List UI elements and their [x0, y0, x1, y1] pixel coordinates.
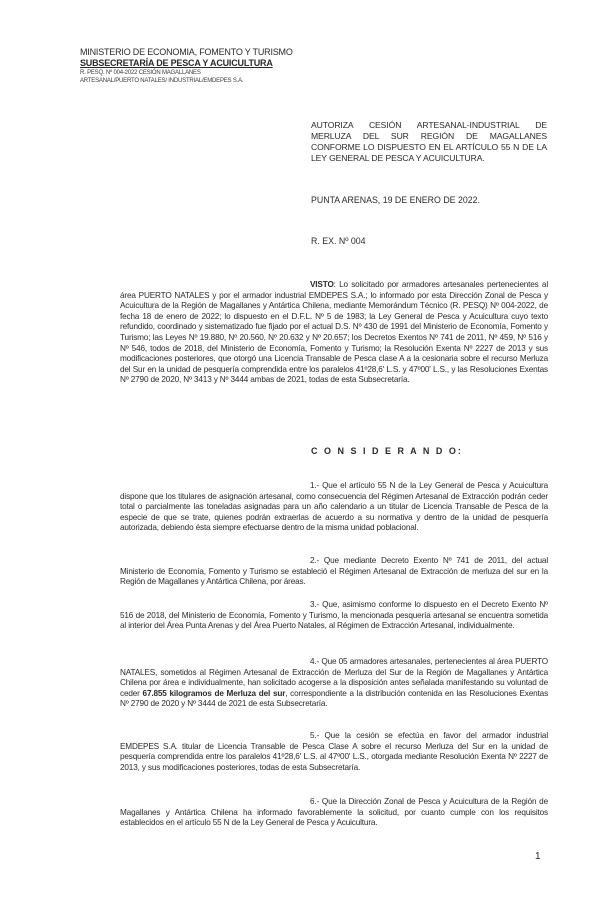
considerando-1	[120, 481, 548, 534]
considerando-6	[120, 797, 548, 829]
place-date: PUNTA ARENAS, 19 DE ENERO DE 2022.	[311, 195, 480, 205]
visto-paragraph	[120, 280, 548, 386]
considerando-1-text: 1.- Que el artículo 55 N de la Ley General de Pesca y Acuicultura dispone que los titulares de asignación artesanal, como consecuencia del Régimen Artesanal de Extracción podrán ceder total o parcialmente las toneladas asignadas para un año calendario a un titular de Licencia Transable de Pesca de la especie de que se trate, quienes podrán extraerlas de acuerdo a su normativa y dentro de la unidad de pesquería autorizada, debiendo ésta siempre efectuarse dentro de la misma unidad poblacional.	[120, 481, 548, 533]
considerando-5	[120, 731, 548, 773]
page-number: 1	[535, 851, 541, 862]
considerando-3-text: 3.- Que, asimismo conforme lo dispuesto en el Decreto Exento Nº 516 de 2018, del Ministerio de Economía, Fomento y Turismo, la mencionada pesquería artesanal se encuentra sometida al interior del Área Punta Arenas y del Área Puerto Natales, al Régimen de Extracción Artesanal, individualmente.	[120, 600, 548, 631]
considerando-heading: C O N S I D E R A N D O:	[311, 446, 463, 456]
considerando-6-text: 6.- Que la Dirección Zonal de Pesca y Acuicultura de la Región de Magallanes y Antártica Chilena ha informado favorablemente la solicitud, por cuanto cumple con los requisitos establecidos en el artículo 55 N de la Ley General de Pesca y Acuicultura.	[120, 797, 548, 828]
considerando-2-text: 2.- Que mediante Decreto Exento Nº 741 de 2011, del actual Ministerio de Economía, Fomento y Turismo se estableció el Régimen Artesanal de Extracción de merluza del sur en la Región de Magallanes y Antártica Chilena, por áreas.	[120, 556, 548, 587]
considerando-3	[120, 600, 548, 632]
considerando-4-quantity: 67.855 kilogramos de Merluza del sur	[142, 688, 286, 698]
subsecretaria-name: SUBSECRETARÍA DE PESCA Y ACUICULTURA	[80, 58, 273, 68]
considerando-4	[120, 657, 548, 710]
reference-line-2: ARTESANAL/PUERTO NATALES/ INDUSTRIAL/EMDEPES S.A.	[80, 78, 244, 84]
visto-label: VISTO	[310, 280, 334, 289]
ministry-name: MINISTERIO DE ECONOMIA, FOMENTO Y TURISMO	[80, 47, 293, 57]
visto-text: : Lo solicitado por armadores artesanales pertenecientes al área PUERTO NATALES y por el armador industrial EMDEPES S.A.; lo informado por esta Dirección Zonal de Pesca y Acuicultura de la Región de Magallanes y Antártica Chilena, mediante Memorándum Técnico (R. PESQ) Nº 004-2022, de fecha 18 de enero de 2022; lo dispuesto en el D.F.L. Nº 5 de 1983; la Ley General de Pesca y Acuicultura cuyo texto refundido, coordinado y sistematizado fue fijado por el actual D.S. Nº 430 de 1991 del Ministerio de Economía, Fomento y Turismo; las Leyes Nº 19.880, Nº 20.560, Nº 20.632 y Nº 20.657; los Decretos Exentos Nº 741 de 2011, Nº 459, Nº 516 y Nº 546, todos de 2018, del Ministerio de Economía, Fomento y Turismo; la Resolución Exenta Nº 2227 de 2013 y sus modificaciones posteriores, que otorgó una Licencia Transable de Pesca clase A a la cesionaria sobre el recurso Merluza del Sur en la unidad de pesquería comprendida entre los paralelos 41º28,6' L.S. y 47º00' L.S., y las Resoluciones Exentas Nº 2790 de 2020, Nº 3413 y Nº 3444 ambas de 2021, todas de esta Subsecretaría.	[120, 280, 548, 385]
resolution-title: AUTORIZA CESIÓN ARTESANAL-INDUSTRIAL DE MERLUZA DEL SUR REGIÓN DE MAGALLANES CONFORME LO DISPUESTO EN EL ARTÍCULO 55 N DE LA LEY GENERAL DE PESCA Y ACUICULTURA.	[311, 120, 547, 163]
resolution-number: R. EX. Nº 004	[311, 236, 366, 246]
reference-line-1: R. PESQ. Nº 004-2022 CESIÓN MAGALLANES	[80, 70, 201, 76]
considerando-4-text-b: , correspondiente a la distribución contenida en las Resoluciones Exentas Nº 2790 de 2020 y Nº 3444 de 2021 de esta Subsecretaría.	[120, 688, 549, 709]
considerando-5-text: 5.- Que la cesión se efectúa en favor del armador industrial EMDEPES S.A. titular de Licencia Transable de Pesca Clase A sobre el recurso Merluza del Sur en la unidad de pesquería comprendida entre los paralelos 41º28,6' L.S. al 47º00' L.S., otorgada mediante Resolución Exenta Nº 2227 de 2013, y sus modificaciones posteriores, todas de esta Subsecretaría.	[120, 731, 548, 772]
letterhead	[80, 47, 310, 85]
considerando-2	[120, 556, 548, 588]
considerando-4-text-a: 4.- Que 05 armadores artesanales, pertenecientes al área PUERTO NATALES, sometidos al Régimen Artesanal de Extracción de Merluza del Sur de la Región de Magallanes y Antártica Chilena por área e individualmente, han solicitado acogerse a la disposición antes señalada manifestando su voluntad de ceder	[120, 657, 548, 698]
